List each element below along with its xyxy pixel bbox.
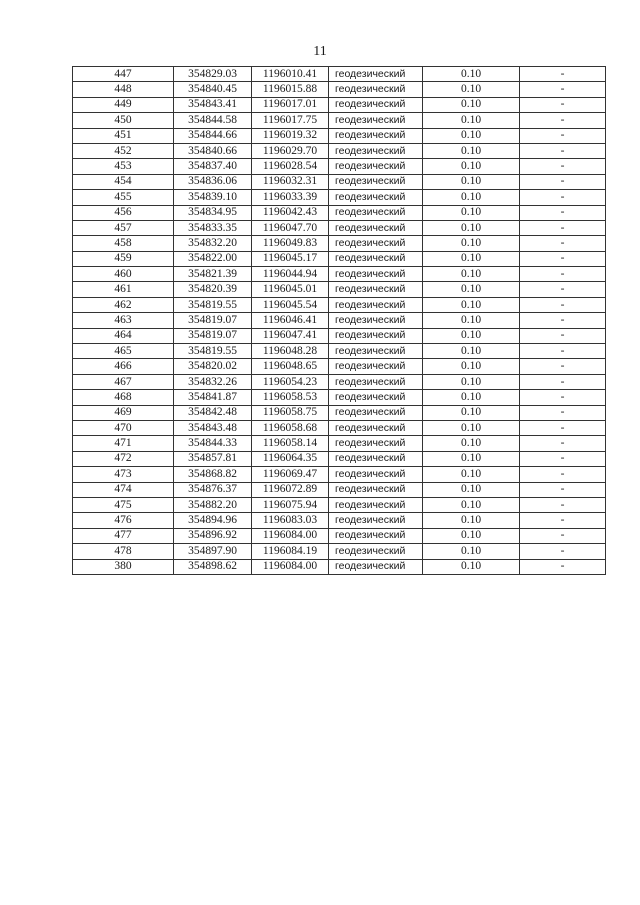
cell-y-coordinate: 1196029.70 bbox=[252, 143, 329, 158]
cell-note: - bbox=[520, 405, 606, 420]
cell-accuracy: 0.10 bbox=[423, 82, 520, 97]
cell-y-coordinate: 1196045.17 bbox=[252, 251, 329, 266]
cell-method: геодезический bbox=[329, 251, 423, 266]
cell-x-coordinate: 354841.87 bbox=[174, 390, 252, 405]
cell-y-coordinate: 1196084.00 bbox=[252, 559, 329, 574]
cell-x-coordinate: 354844.58 bbox=[174, 113, 252, 128]
cell-y-coordinate: 1196048.65 bbox=[252, 359, 329, 374]
cell-x-coordinate: 354829.03 bbox=[174, 67, 252, 82]
table-row bbox=[73, 482, 606, 497]
cell-note: - bbox=[520, 82, 606, 97]
cell-x-coordinate: 354857.81 bbox=[174, 451, 252, 466]
table-row bbox=[73, 559, 606, 574]
cell-y-coordinate: 1196010.41 bbox=[252, 67, 329, 82]
cell-point-number: 452 bbox=[73, 143, 174, 158]
cell-y-coordinate: 1196033.39 bbox=[252, 190, 329, 205]
table-row bbox=[73, 220, 606, 235]
cell-point-number: 458 bbox=[73, 236, 174, 251]
cell-point-number: 463 bbox=[73, 313, 174, 328]
cell-method: геодезический bbox=[329, 220, 423, 235]
table-row bbox=[73, 513, 606, 528]
cell-note: - bbox=[520, 544, 606, 559]
cell-accuracy: 0.10 bbox=[423, 390, 520, 405]
cell-method: геодезический bbox=[329, 190, 423, 205]
cell-point-number: 471 bbox=[73, 436, 174, 451]
cell-point-number: 460 bbox=[73, 267, 174, 282]
cell-method: геодезический bbox=[329, 143, 423, 158]
cell-point-number: 459 bbox=[73, 251, 174, 266]
cell-accuracy: 0.10 bbox=[423, 374, 520, 389]
cell-point-number: 462 bbox=[73, 297, 174, 312]
cell-point-number: 447 bbox=[73, 67, 174, 82]
cell-accuracy: 0.10 bbox=[423, 528, 520, 543]
cell-method: геодезический bbox=[329, 344, 423, 359]
cell-y-coordinate: 1196064.35 bbox=[252, 451, 329, 466]
cell-accuracy: 0.10 bbox=[423, 205, 520, 220]
table-row bbox=[73, 282, 606, 297]
cell-y-coordinate: 1196032.31 bbox=[252, 174, 329, 189]
cell-accuracy: 0.10 bbox=[423, 436, 520, 451]
cell-note: - bbox=[520, 482, 606, 497]
cell-method: геодезический bbox=[329, 313, 423, 328]
cell-x-coordinate: 354820.39 bbox=[174, 282, 252, 297]
cell-accuracy: 0.10 bbox=[423, 420, 520, 435]
cell-point-number: 448 bbox=[73, 82, 174, 97]
cell-method: геодезический bbox=[329, 405, 423, 420]
cell-point-number: 451 bbox=[73, 128, 174, 143]
cell-x-coordinate: 354843.41 bbox=[174, 97, 252, 112]
cell-y-coordinate: 1196084.19 bbox=[252, 544, 329, 559]
coordinates-table-body bbox=[73, 67, 606, 575]
cell-note: - bbox=[520, 282, 606, 297]
table-row bbox=[73, 143, 606, 158]
cell-y-coordinate: 1196028.54 bbox=[252, 159, 329, 174]
table-row bbox=[73, 390, 606, 405]
cell-note: - bbox=[520, 128, 606, 143]
cell-x-coordinate: 354837.40 bbox=[174, 159, 252, 174]
cell-accuracy: 0.10 bbox=[423, 467, 520, 482]
table-row bbox=[73, 328, 606, 343]
cell-y-coordinate: 1196069.47 bbox=[252, 467, 329, 482]
cell-method: геодезический bbox=[329, 420, 423, 435]
cell-method: геодезический bbox=[329, 328, 423, 343]
cell-y-coordinate: 1196017.01 bbox=[252, 97, 329, 112]
cell-x-coordinate: 354840.66 bbox=[174, 143, 252, 158]
cell-y-coordinate: 1196019.32 bbox=[252, 128, 329, 143]
table-row bbox=[73, 174, 606, 189]
cell-point-number: 455 bbox=[73, 190, 174, 205]
cell-y-coordinate: 1196083.03 bbox=[252, 513, 329, 528]
cell-method: геодезический bbox=[329, 113, 423, 128]
cell-x-coordinate: 354834.95 bbox=[174, 205, 252, 220]
cell-point-number: 380 bbox=[73, 559, 174, 574]
cell-note: - bbox=[520, 97, 606, 112]
cell-note: - bbox=[520, 451, 606, 466]
cell-x-coordinate: 354894.96 bbox=[174, 513, 252, 528]
cell-method: геодезический bbox=[329, 297, 423, 312]
cell-point-number: 456 bbox=[73, 205, 174, 220]
cell-accuracy: 0.10 bbox=[423, 313, 520, 328]
cell-accuracy: 0.10 bbox=[423, 143, 520, 158]
cell-x-coordinate: 354844.66 bbox=[174, 128, 252, 143]
cell-y-coordinate: 1196044.94 bbox=[252, 267, 329, 282]
cell-accuracy: 0.10 bbox=[423, 190, 520, 205]
cell-point-number: 470 bbox=[73, 420, 174, 435]
cell-note: - bbox=[520, 497, 606, 512]
cell-method: геодезический bbox=[329, 282, 423, 297]
cell-point-number: 467 bbox=[73, 374, 174, 389]
cell-note: - bbox=[520, 205, 606, 220]
cell-method: геодезический bbox=[329, 97, 423, 112]
cell-method: геодезический bbox=[329, 359, 423, 374]
cell-x-coordinate: 354820.02 bbox=[174, 359, 252, 374]
cell-accuracy: 0.10 bbox=[423, 513, 520, 528]
cell-x-coordinate: 354898.62 bbox=[174, 559, 252, 574]
cell-method: геодезический bbox=[329, 236, 423, 251]
cell-point-number: 477 bbox=[73, 528, 174, 543]
table-row bbox=[73, 82, 606, 97]
cell-x-coordinate: 354833.35 bbox=[174, 220, 252, 235]
cell-y-coordinate: 1196072.89 bbox=[252, 482, 329, 497]
cell-accuracy: 0.10 bbox=[423, 282, 520, 297]
cell-note: - bbox=[520, 113, 606, 128]
cell-y-coordinate: 1196045.01 bbox=[252, 282, 329, 297]
cell-method: геодезический bbox=[329, 267, 423, 282]
table-row bbox=[73, 359, 606, 374]
cell-note: - bbox=[520, 143, 606, 158]
cell-accuracy: 0.10 bbox=[423, 497, 520, 512]
cell-method: геодезический bbox=[329, 436, 423, 451]
cell-x-coordinate: 354896.92 bbox=[174, 528, 252, 543]
cell-method: геодезический bbox=[329, 205, 423, 220]
cell-note: - bbox=[520, 190, 606, 205]
cell-method: геодезический bbox=[329, 497, 423, 512]
cell-x-coordinate: 354832.26 bbox=[174, 374, 252, 389]
cell-y-coordinate: 1196084.00 bbox=[252, 528, 329, 543]
cell-accuracy: 0.10 bbox=[423, 67, 520, 82]
cell-method: геодезический bbox=[329, 67, 423, 82]
cell-point-number: 453 bbox=[73, 159, 174, 174]
cell-x-coordinate: 354821.39 bbox=[174, 267, 252, 282]
cell-method: геодезический bbox=[329, 528, 423, 543]
table-row bbox=[73, 374, 606, 389]
cell-note: - bbox=[520, 251, 606, 266]
table-row bbox=[73, 420, 606, 435]
table-row bbox=[73, 467, 606, 482]
table-row bbox=[73, 236, 606, 251]
cell-point-number: 466 bbox=[73, 359, 174, 374]
cell-point-number: 473 bbox=[73, 467, 174, 482]
cell-x-coordinate: 354819.07 bbox=[174, 313, 252, 328]
table-row bbox=[73, 344, 606, 359]
cell-accuracy: 0.10 bbox=[423, 344, 520, 359]
cell-x-coordinate: 354840.45 bbox=[174, 82, 252, 97]
table-row bbox=[73, 528, 606, 543]
cell-accuracy: 0.10 bbox=[423, 97, 520, 112]
cell-accuracy: 0.10 bbox=[423, 174, 520, 189]
page-number: 11 bbox=[313, 44, 327, 59]
cell-y-coordinate: 1196042.43 bbox=[252, 205, 329, 220]
cell-point-number: 469 bbox=[73, 405, 174, 420]
cell-note: - bbox=[520, 328, 606, 343]
cell-point-number: 468 bbox=[73, 390, 174, 405]
cell-method: геодезический bbox=[329, 467, 423, 482]
cell-method: геодезический bbox=[329, 482, 423, 497]
table-row bbox=[73, 497, 606, 512]
cell-x-coordinate: 354822.00 bbox=[174, 251, 252, 266]
cell-note: - bbox=[520, 267, 606, 282]
cell-point-number: 476 bbox=[73, 513, 174, 528]
cell-point-number: 474 bbox=[73, 482, 174, 497]
cell-accuracy: 0.10 bbox=[423, 128, 520, 143]
cell-method: геодезический bbox=[329, 559, 423, 574]
cell-note: - bbox=[520, 559, 606, 574]
cell-note: - bbox=[520, 528, 606, 543]
cell-accuracy: 0.10 bbox=[423, 451, 520, 466]
cell-y-coordinate: 1196058.14 bbox=[252, 436, 329, 451]
cell-y-coordinate: 1196049.83 bbox=[252, 236, 329, 251]
table-row bbox=[73, 97, 606, 112]
cell-note: - bbox=[520, 467, 606, 482]
cell-note: - bbox=[520, 174, 606, 189]
cell-note: - bbox=[520, 374, 606, 389]
cell-accuracy: 0.10 bbox=[423, 236, 520, 251]
coordinates-table bbox=[72, 66, 606, 575]
cell-accuracy: 0.10 bbox=[423, 559, 520, 574]
cell-point-number: 475 bbox=[73, 497, 174, 512]
cell-note: - bbox=[520, 513, 606, 528]
cell-note: - bbox=[520, 220, 606, 235]
cell-accuracy: 0.10 bbox=[423, 297, 520, 312]
cell-y-coordinate: 1196045.54 bbox=[252, 297, 329, 312]
cell-x-coordinate: 354819.07 bbox=[174, 328, 252, 343]
cell-method: геодезический bbox=[329, 374, 423, 389]
cell-y-coordinate: 1196054.23 bbox=[252, 374, 329, 389]
cell-point-number: 461 bbox=[73, 282, 174, 297]
cell-note: - bbox=[520, 436, 606, 451]
table-row bbox=[73, 544, 606, 559]
cell-x-coordinate: 354819.55 bbox=[174, 297, 252, 312]
cell-x-coordinate: 354842.48 bbox=[174, 405, 252, 420]
cell-x-coordinate: 354868.82 bbox=[174, 467, 252, 482]
cell-note: - bbox=[520, 159, 606, 174]
table-row bbox=[73, 190, 606, 205]
cell-point-number: 478 bbox=[73, 544, 174, 559]
cell-accuracy: 0.10 bbox=[423, 359, 520, 374]
table-row bbox=[73, 436, 606, 451]
cell-accuracy: 0.10 bbox=[423, 159, 520, 174]
cell-accuracy: 0.10 bbox=[423, 328, 520, 343]
cell-method: геодезический bbox=[329, 159, 423, 174]
table-row bbox=[73, 67, 606, 82]
table-row bbox=[73, 267, 606, 282]
table-row bbox=[73, 313, 606, 328]
table-row bbox=[73, 113, 606, 128]
cell-note: - bbox=[520, 236, 606, 251]
cell-y-coordinate: 1196046.41 bbox=[252, 313, 329, 328]
cell-x-coordinate: 354836.06 bbox=[174, 174, 252, 189]
cell-accuracy: 0.10 bbox=[423, 267, 520, 282]
cell-x-coordinate: 354839.10 bbox=[174, 190, 252, 205]
table-row bbox=[73, 297, 606, 312]
cell-note: - bbox=[520, 420, 606, 435]
cell-method: геодезический bbox=[329, 544, 423, 559]
table-row bbox=[73, 159, 606, 174]
cell-y-coordinate: 1196015.88 bbox=[252, 82, 329, 97]
cell-x-coordinate: 354882.20 bbox=[174, 497, 252, 512]
cell-point-number: 454 bbox=[73, 174, 174, 189]
cell-y-coordinate: 1196058.75 bbox=[252, 405, 329, 420]
table-row bbox=[73, 128, 606, 143]
cell-method: геодезический bbox=[329, 513, 423, 528]
table-row bbox=[73, 205, 606, 220]
cell-method: геодезический bbox=[329, 82, 423, 97]
table-row bbox=[73, 405, 606, 420]
cell-y-coordinate: 1196058.68 bbox=[252, 420, 329, 435]
cell-y-coordinate: 1196047.41 bbox=[252, 328, 329, 343]
table-row bbox=[73, 251, 606, 266]
cell-note: - bbox=[520, 313, 606, 328]
cell-x-coordinate: 354819.55 bbox=[174, 344, 252, 359]
cell-accuracy: 0.10 bbox=[423, 251, 520, 266]
cell-point-number: 465 bbox=[73, 344, 174, 359]
cell-note: - bbox=[520, 297, 606, 312]
cell-y-coordinate: 1196047.70 bbox=[252, 220, 329, 235]
cell-accuracy: 0.10 bbox=[423, 482, 520, 497]
cell-note: - bbox=[520, 67, 606, 82]
table-row bbox=[73, 451, 606, 466]
cell-point-number: 457 bbox=[73, 220, 174, 235]
cell-accuracy: 0.10 bbox=[423, 544, 520, 559]
cell-note: - bbox=[520, 359, 606, 374]
cell-point-number: 450 bbox=[73, 113, 174, 128]
cell-y-coordinate: 1196017.75 bbox=[252, 113, 329, 128]
cell-method: геодезический bbox=[329, 451, 423, 466]
cell-point-number: 449 bbox=[73, 97, 174, 112]
cell-method: геодезический bbox=[329, 390, 423, 405]
cell-x-coordinate: 354832.20 bbox=[174, 236, 252, 251]
cell-note: - bbox=[520, 390, 606, 405]
cell-method: геодезический bbox=[329, 174, 423, 189]
cell-y-coordinate: 1196058.53 bbox=[252, 390, 329, 405]
cell-y-coordinate: 1196048.28 bbox=[252, 344, 329, 359]
cell-accuracy: 0.10 bbox=[423, 113, 520, 128]
cell-x-coordinate: 354844.33 bbox=[174, 436, 252, 451]
cell-x-coordinate: 354843.48 bbox=[174, 420, 252, 435]
cell-y-coordinate: 1196075.94 bbox=[252, 497, 329, 512]
cell-accuracy: 0.10 bbox=[423, 405, 520, 420]
cell-accuracy: 0.10 bbox=[423, 220, 520, 235]
cell-note: - bbox=[520, 344, 606, 359]
cell-x-coordinate: 354876.37 bbox=[174, 482, 252, 497]
cell-method: геодезический bbox=[329, 128, 423, 143]
cell-point-number: 472 bbox=[73, 451, 174, 466]
cell-point-number: 464 bbox=[73, 328, 174, 343]
cell-x-coordinate: 354897.90 bbox=[174, 544, 252, 559]
